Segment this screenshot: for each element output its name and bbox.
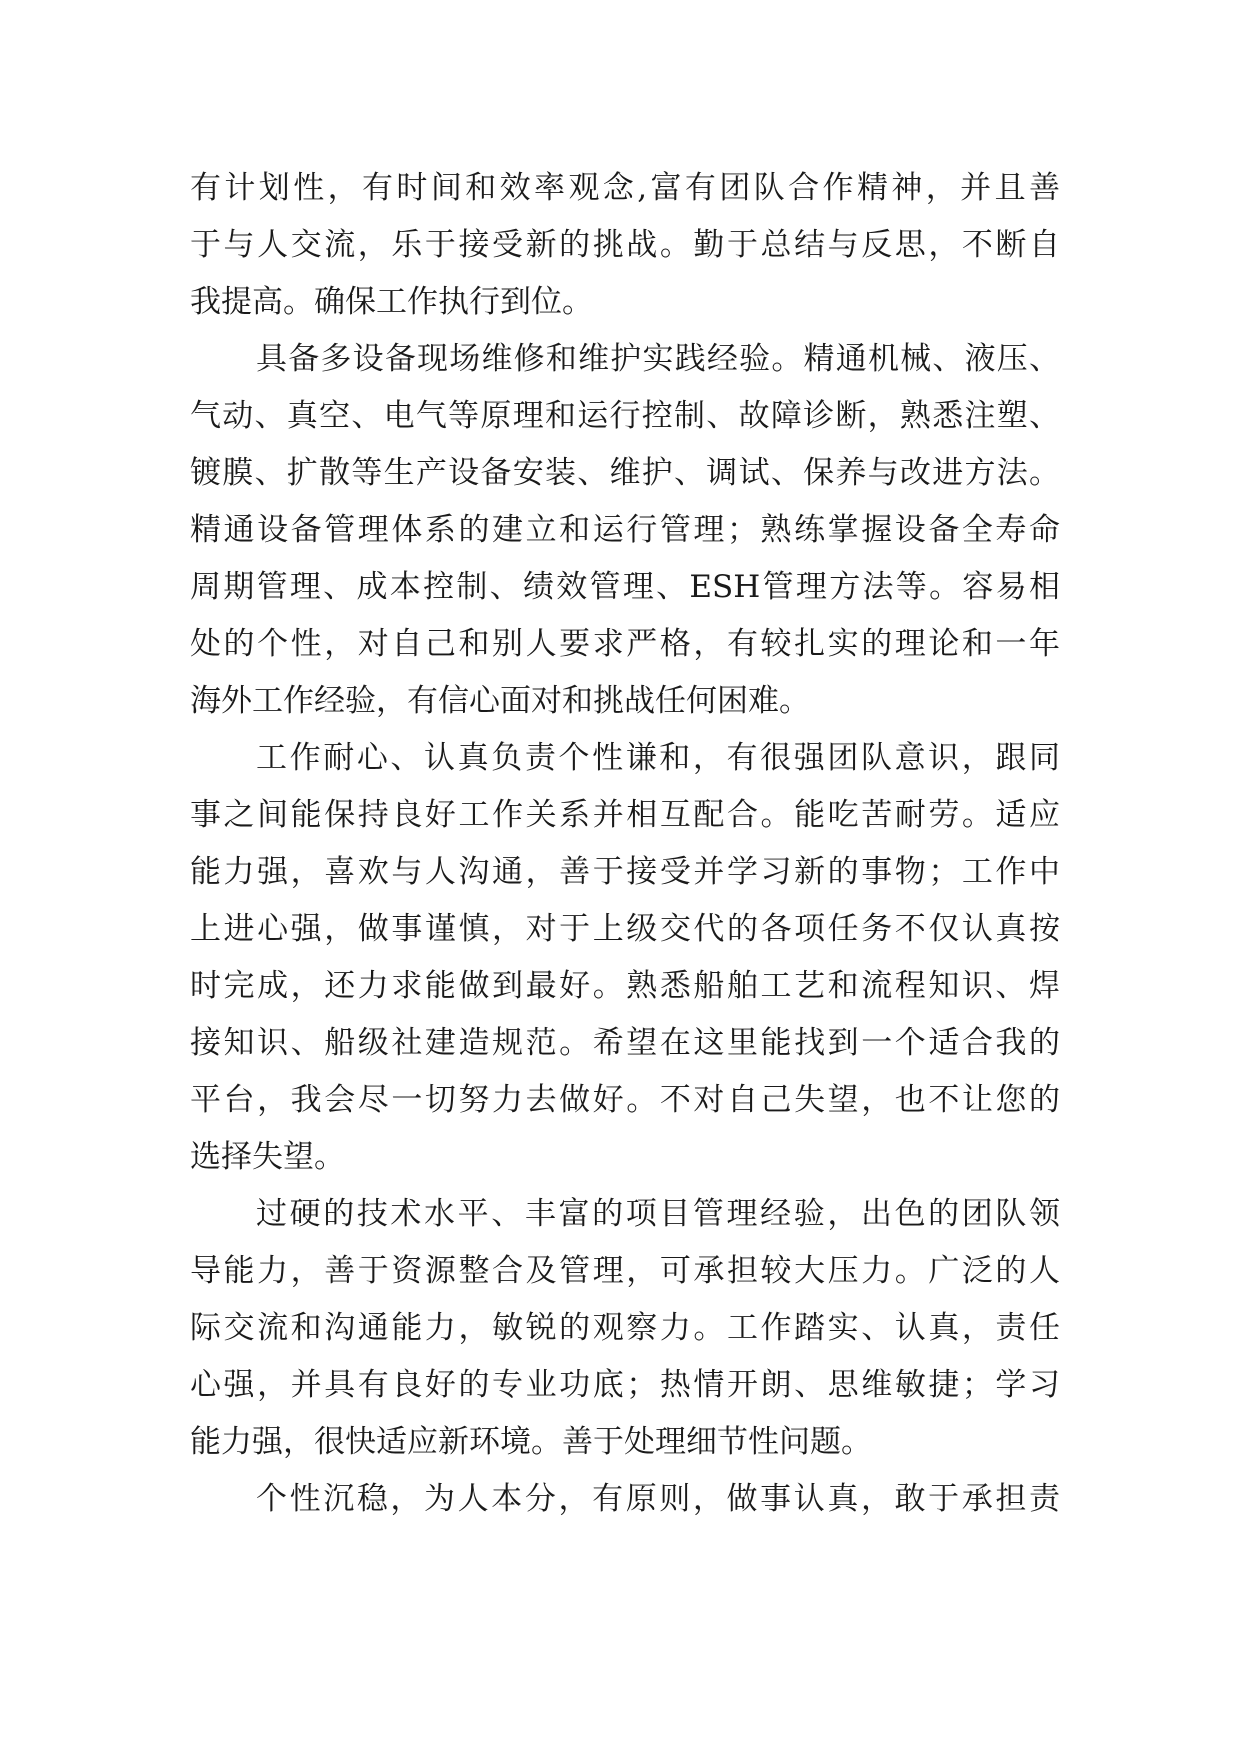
text-line: 个性沉稳，为人本分，有原则，做事认真，敢于承担责 [256, 1481, 1060, 1517]
paragraph [190, 730, 1060, 1186]
body-text [190, 160, 1060, 1528]
paragraph [190, 1471, 1060, 1528]
text-line: 上进心强，做事谨慎，对于上级交代的各项任务不仅认真按 [190, 911, 1060, 947]
text-line: 能力强，喜欢与人沟通，善于接受并学习新的事物；工作中 [190, 854, 1060, 890]
text-line: 有计划性，有时间和效率观念,富有团队合作精神，并且善 [190, 170, 1060, 206]
text-line: 导能力，善于资源整合及管理，可承担较大压力。广泛的人 [190, 1253, 1060, 1289]
text-line: 处的个性，对自己和别人要求严格，有较扎实的理论和一年 [190, 626, 1060, 662]
paragraph [190, 160, 1060, 331]
text-line: 气动、真空、电气等原理和运行控制、故障诊断，熟悉注塑、 [190, 398, 1060, 434]
text-line: 于与人交流，乐于接受新的挑战。勤于总结与反思，不断自 [190, 227, 1060, 263]
text-line: 我提高。确保工作执行到位。 [190, 284, 593, 320]
text-line: 精通设备管理体系的建立和运行管理；熟练掌握设备全寿命 [190, 512, 1060, 548]
text-line: 镀膜、扩散等生产设备安装、维护、调试、保养与改进方法。 [190, 455, 1060, 491]
text-line: 过硬的技术水平、丰富的项目管理经验，出色的团队领 [256, 1196, 1060, 1232]
text-line: 际交流和沟通能力，敏锐的观察力。工作踏实、认真，责任 [190, 1310, 1060, 1346]
text-line: 能力强，很快适应新环境。善于处理细节性问题。 [190, 1424, 872, 1460]
text-line: 事之间能保持良好工作关系并相互配合。能吃苦耐劳。适应 [190, 797, 1060, 833]
text-line: 心强，并具有良好的专业功底；热情开朗、思维敏捷；学习 [190, 1367, 1060, 1403]
paragraph [190, 331, 1060, 730]
text-line: 接知识、船级社建造规范。希望在这里能找到一个适合我的 [190, 1025, 1060, 1061]
text-line: 工作耐心、认真负责个性谦和，有很强团队意识，跟同 [256, 740, 1060, 776]
text-line: 具备多设备现场维修和维护实践经验。精通机械、液压、 [256, 341, 1060, 377]
text-line: 时完成，还力求能做到最好。熟悉船舶工艺和流程知识、焊 [190, 968, 1060, 1004]
text-line: 平台，我会尽一切努力去做好。不对自己失望，也不让您的 [190, 1082, 1060, 1118]
text-line: 海外工作经验，有信心面对和挑战任何困难。 [190, 683, 810, 719]
text-line: 周期管理、成本控制、绩效管理、ESH管理方法等。容易相 [190, 569, 1060, 605]
text-line: 选择失望。 [190, 1139, 345, 1175]
paragraph [190, 1186, 1060, 1471]
